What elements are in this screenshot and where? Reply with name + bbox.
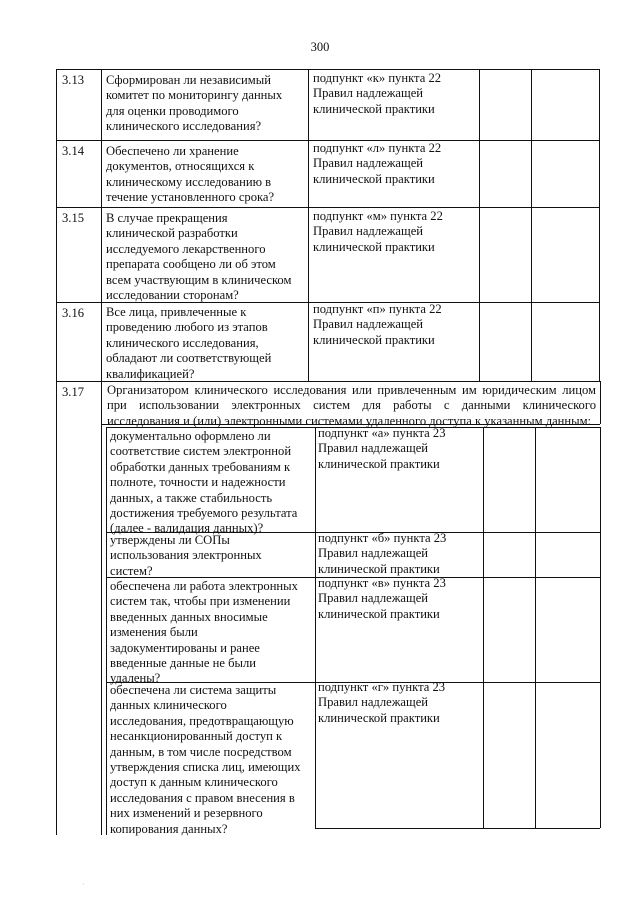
number-column-divider	[101, 69, 102, 835]
row-number: 3.14	[62, 144, 85, 158]
reference-text: подпункт «а» пункта 23 Правил надлежащей клинической практики	[318, 426, 446, 471]
reference-text: подпункт «г» пункта 23 Правил надлежащей клинической практики	[318, 680, 446, 725]
row-number: 3.16	[62, 306, 85, 320]
reference-text: подпункт «п» пункта 22 Правил надлежащей клинической практики	[313, 302, 442, 347]
scan-speck: ·	[82, 880, 85, 889]
row-number: 3.13	[62, 73, 85, 87]
header-bottom-border	[101, 424, 600, 425]
question-text: Сформирован ли независимый комитет по мониторингу данных для оценки проводимого клинического исследования?	[106, 73, 283, 134]
question-column-divider	[308, 69, 309, 382]
subtable-reference-divider	[483, 427, 484, 828]
table-left-border	[56, 69, 57, 835]
table-right-border	[599, 69, 600, 382]
row-divider	[56, 207, 599, 208]
subtable-right-border	[600, 427, 601, 828]
subtable-left-border	[106, 427, 107, 835]
subtable-question-divider	[315, 427, 316, 828]
question-text: В случае прекращения клинической разработки исследуемого лекарственного препарата сообщено ли об этом всем участвующим в клиническом исследовании сторонам?	[106, 211, 292, 303]
reference-text: подпункт «м» пункта 22 Правил надлежащей клинической практики	[313, 209, 443, 254]
question-text: Обеспечено ли хранение документов, относящихся к клиническому исследованию в течение установленного срока?	[106, 144, 275, 205]
subquestion-text: документально оформлено ли соответствие систем электронной обработки данных требованиям к полноте, точности и надежности данных, а также стабильность достижения требуемого результата (далее - валидация данных)?	[110, 429, 298, 536]
question-text: Все лица, привлеченные к проведению любого из этапов клинического исследования, обладают ли соответствующей квалификацией?	[106, 305, 272, 381]
table-top-border	[56, 69, 599, 70]
subquestion-text: утверждены ли СОПы использования электронных систем?	[110, 533, 262, 578]
reference-text: подпункт «б» пункта 23 Правил надлежащей клинической практики	[318, 531, 447, 576]
answer-column-divider	[531, 69, 532, 382]
reference-text: подпункт «в» пункта 23 Правил надлежащей клинической практики	[318, 576, 446, 621]
reference-text: подпункт «л» пункта 22 Правил надлежащей клинической практики	[313, 141, 442, 186]
page-number: 300	[310, 40, 330, 54]
row-number: 3.15	[62, 211, 85, 225]
subquestion-text: обеспечена ли система защиты данных клинического исследования, предотвращающую несанкционированный доступ к данным, в том числе посредством утверждения списка лиц, имеющих доступ к данным клинического исследования с правом внесения в них изменений и резервного копирования данных?	[110, 683, 301, 836]
header-right-border	[600, 381, 601, 424]
subtable-bottom-border	[315, 828, 600, 829]
row-number: 3.17	[62, 385, 85, 399]
reference-column-divider	[479, 69, 480, 382]
subtable-answer-divider	[535, 427, 536, 828]
subquestion-text: обеспечена ли работа электронных систем так, чтобы при изменении введенных данных вносимые изменения были задокументированы и ранее введенные данные не были удалены?	[110, 579, 298, 686]
section-header-text: Организатором клинического исследования или привлеченным им юридическим лицом при использовании электронных систем для работы с данными клинического исследования и (или) электронными системами удаленного доступа к указанным данным:	[107, 383, 596, 428]
reference-text: подпункт «к» пункта 22 Правил надлежащей клинической практики	[313, 71, 442, 116]
